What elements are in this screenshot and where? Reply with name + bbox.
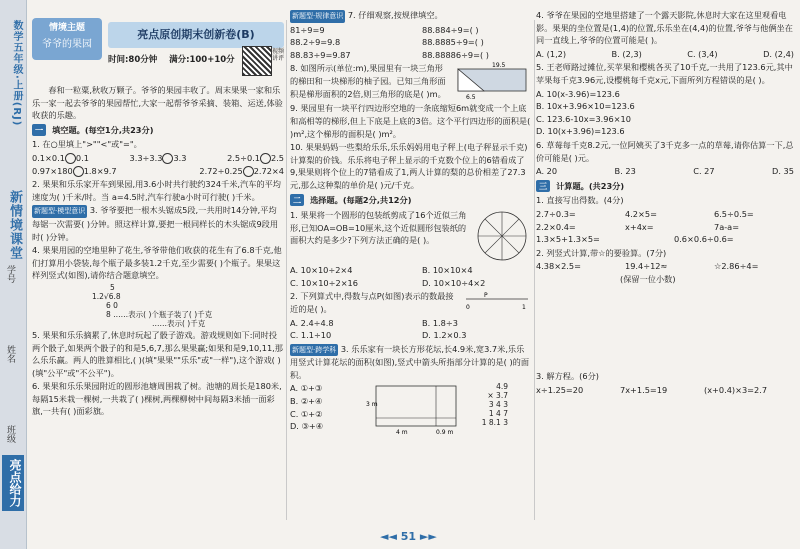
- q1-j: 2.72×4: [253, 165, 284, 176]
- circle-figure: [474, 208, 530, 264]
- q4-fig-line1: 6 0: [106, 300, 118, 310]
- c1-row-1: [536, 208, 794, 221]
- q7-e: 88.83÷9=9.87: [290, 49, 351, 60]
- c1-e: x+4x=: [625, 221, 654, 232]
- section-2-title: 选择题。(每题2分,共12分): [310, 194, 412, 205]
- q7-c: 88.2÷9=9.8: [290, 37, 341, 48]
- question-8: 8. 如图所示(单位:m),果园里有一块三角形的梯田和一块梯形的柚子园。已知三角形面积是梯形面积的2倍,则三角形的底是( )m。: [290, 63, 446, 99]
- mc6-option-b[interactable]: B. 23: [614, 166, 636, 177]
- spine-bottom-brand: 亮点给力: [2, 455, 24, 511]
- column-3: [536, 8, 794, 397]
- c1-f: 7a-a=: [714, 221, 740, 232]
- mc3-text: 3. 乐乐家有一块长方形花坛,长4.9米,宽3.7米,乐乐用竖式计算花坛的面积(如图),竖式中箭头所指部分计算的是( )的面积。: [290, 343, 530, 380]
- q8-figure: [454, 61, 530, 101]
- mc-question-6: 6. 草莓每千克8.2元,一位阿姨买了3千克多一点的草莓,请你估算一下,总价可能是( )元。: [536, 139, 794, 163]
- mc1-options-2: [290, 277, 532, 290]
- c2-work-space[interactable]: [536, 285, 794, 369]
- q1-g: 0.97×180: [32, 165, 73, 176]
- mc1-options-1: [290, 264, 532, 277]
- question-5: 5. 果果和乐乐摘累了,休息时玩起了骰子游戏。游戏规则如下:同时投两个骰子,如果两个骰子的和是5,6,7,那么果果赢;如果和是9,10,11,那么乐乐赢。两人的胜算相比,( )(填"果果""乐乐"或"一样"),这个游戏( )(填"公平"或"不公平")。: [32, 329, 283, 378]
- q8-top-label: 19.5: [492, 62, 506, 70]
- section-2-number: 二: [290, 194, 304, 207]
- mc6-options: [536, 165, 794, 178]
- exam-meta: [108, 54, 235, 67]
- mc5-option-d[interactable]: D. 10(x+3.96)=123.6: [536, 126, 625, 137]
- mc1-option-b[interactable]: B. 10×10×4: [422, 265, 473, 276]
- c1-row-3: [536, 233, 794, 246]
- question-6: 6. 果果和乐乐果园附近的圆形池塘周围栽了树。池塘的周长是180米,每隔15米栽一棵树,一共栽了( )棵树,两棵柳树中间每隔3米插一面彩旗,一共有( )面彩旗。: [32, 381, 282, 417]
- mc1-option-c[interactable]: C. 10×10÷2×16: [290, 277, 358, 288]
- compare-circle[interactable]: [65, 153, 76, 164]
- compare-circle[interactable]: [162, 153, 173, 164]
- c3-a: x÷1.25=20: [536, 385, 584, 396]
- exam-header: [32, 8, 284, 80]
- q7-row-3: [290, 49, 532, 62]
- compare-circle[interactable]: [243, 166, 254, 177]
- spine-name-label: 姓名: [5, 345, 15, 363]
- question-1-row-2: [32, 165, 284, 178]
- c3-b: 7x+1.5=19: [620, 385, 668, 396]
- q1-d: 3.3: [173, 152, 187, 163]
- page-number-value: 51: [400, 530, 417, 543]
- q8-bottom-label: 6.5: [466, 94, 476, 102]
- mc6-option-c[interactable]: C. 27: [693, 166, 715, 177]
- mc5-option-a[interactable]: A. 10(x-3.96)=123.6: [536, 88, 620, 99]
- question-1-stem: 1. 在○里填上">""<"或"="。: [32, 139, 142, 150]
- q7-b: 88.884÷9=( ): [422, 24, 479, 35]
- q1-b: 0.1: [75, 152, 89, 163]
- mc-question-3: [290, 343, 532, 382]
- calc-line-5: 1 8.1 3: [481, 418, 508, 428]
- section-3-title: 计算题。(共23分): [556, 180, 625, 191]
- rect-width-2: 0.9 m: [436, 429, 454, 437]
- section-1-number: 一: [32, 124, 46, 137]
- mc-question-2: 2. 下列算式中,得数与点P(如图)表示的数最接近的是( )。: [290, 291, 454, 314]
- calc-question-3: 3. 解方程。(6分): [536, 371, 599, 382]
- c2-c: ☆2.86÷4=: [714, 261, 759, 272]
- mc4-option-d[interactable]: D. (2,4): [763, 48, 794, 59]
- spine-brand: 新情境课堂: [7, 190, 22, 260]
- question-7-text: 7. 仔细观察,按规律填空。: [347, 10, 443, 20]
- mc2-option-d[interactable]: D. 1.2×0.3: [422, 330, 467, 341]
- column-divider: [534, 20, 535, 520]
- mc1-block: [290, 208, 532, 264]
- spine-class-label: 班级: [5, 425, 15, 443]
- page-number: ◄◄ 51 ►►: [380, 530, 437, 543]
- mc-question-4: 4. 爷爷在果园的空地里搭建了一个露天影院,休息时大家在这里观看电影。果果的坐位置是(1,4)的位置,乐乐坐在(4,4)的位置,爷爷与他俩坐在同一直线上,爷爷的位置可能是( )。: [536, 10, 793, 46]
- time-label: 时间:80分钟: [108, 55, 158, 65]
- mc1-option-d[interactable]: D. 10×10÷4×2: [422, 277, 486, 288]
- exam-title: 亮点原创期末创新卷(B): [108, 22, 284, 48]
- mc4-option-c[interactable]: C. (3,4): [687, 48, 718, 59]
- q7-row-2: [290, 36, 532, 49]
- calc-line-2: × 3.7: [487, 391, 508, 401]
- spine-id-label: 学号: [5, 265, 15, 283]
- section-2-header: [290, 194, 532, 207]
- spine: [0, 0, 27, 549]
- c3-row: [536, 384, 794, 397]
- rect-width-1: 4 m: [396, 429, 408, 437]
- c1-row-2: [536, 221, 794, 234]
- score-label: 满分:100+10分: [169, 55, 235, 65]
- mc4-option-a[interactable]: A. (1,2): [536, 48, 567, 59]
- question-4: 4. 果果用园的空地里种了花生,爷爷带他们收获的花生有了6.8千克,他们打算用小袋装,每个瓶子最多装1.2千克,至少需要( )个瓶子。果果这样列竖式(如图),请你结合题意填空。: [32, 245, 282, 281]
- number-line-figure: [464, 289, 530, 311]
- column-divider: [286, 20, 287, 520]
- calc-line-3: 3 4 3: [488, 400, 508, 410]
- c3-c: (x+0.4)×3=2.7: [704, 385, 768, 396]
- qr-label: 视频讲评: [272, 48, 285, 62]
- spine-series: 数学五年级·上册(RJ): [11, 20, 22, 127]
- mc1-option-a[interactable]: A. 10×10÷2×4: [290, 265, 353, 276]
- q7-row-1: [290, 24, 532, 37]
- mc3-vertical-calc: [468, 382, 508, 436]
- column-1: [32, 8, 284, 419]
- mc6-option-a[interactable]: A. 20: [536, 166, 558, 177]
- calc-line-1: 4.9: [496, 382, 508, 392]
- question-10: 10. 果果妈妈一些梨给乐乐,乐乐妈妈用电子秤上(电子秤显示千克)计算梨的价钱。乐乐将电子秤上显示的千克数个位上的6错看成了9,果果则将个位上的7错看成了1,两人计算的梨的总价相差了27.3元,那么这种梨的单价是( )元/千克。: [290, 142, 528, 190]
- c1-d: 2.2×0.4=: [536, 221, 576, 232]
- compare-circle[interactable]: [73, 166, 84, 177]
- mc3-option-d[interactable]: D. ③+④: [290, 421, 324, 432]
- mc2-option-a[interactable]: A. 2.4÷4.8: [290, 317, 334, 328]
- q1-h: 1.8×9.7: [83, 165, 117, 176]
- question-1-row-1: [32, 152, 284, 165]
- c2-row: [536, 260, 794, 273]
- c2-a: 4.38×2.5=: [536, 261, 581, 272]
- question-7-tag: 新题型·规律意识: [290, 10, 345, 23]
- mc6-option-d[interactable]: D. 35: [772, 166, 794, 177]
- mc3-tag: 新题型·跨学科: [290, 344, 338, 357]
- q1-c: 3.3÷3.3: [129, 152, 163, 163]
- calc-question-2: 2. 列竖式计算,带☆的要验算。(7分): [536, 247, 667, 258]
- mc3-block: [290, 382, 532, 436]
- qr-code-icon[interactable]: [242, 46, 272, 76]
- rectangle-figure: [366, 382, 462, 436]
- section-1-header: [32, 124, 284, 137]
- question-3: [32, 204, 284, 243]
- q4-fig-line2: 8 ……表示( )个瓶子装了( )千克: [106, 309, 213, 319]
- question-7: [290, 9, 532, 23]
- q7-d: 88.8885÷9=( ): [422, 37, 484, 48]
- mc2-options-2: [290, 329, 532, 342]
- q4-fig-line3: ……表示( )千克: [152, 318, 206, 328]
- q7-a: 81÷9=9: [290, 24, 325, 35]
- mc2-option-c[interactable]: C. 1.1÷10: [290, 330, 332, 341]
- mc4-options: [536, 48, 794, 61]
- question-8-block: [290, 61, 532, 101]
- question-3-tag: 新题型·模型意识: [32, 205, 87, 218]
- mc-question-1: 1. 果果将一个圆形的包装纸剪成了16个近似三角形,已知OA=OB=10厘米,这个近似圆形包装纸的面积大约是多少?下列方法正确的是( )。: [290, 210, 467, 246]
- mc3-option-a[interactable]: A. ①+③: [290, 383, 323, 394]
- number-line-zero: 0: [466, 304, 470, 312]
- intro-text: 春和一粒粟,秋收万颗子。爷爷的果园丰收了。周末果果一家和乐乐一家一起去爷爷的果园帮忙,大家一起帮爷爷采摘、装箱、运送,体验收获的乐趣。: [32, 85, 283, 121]
- q4-fig-divisor: 1.2√6.8: [92, 291, 121, 301]
- mc3-option-b[interactable]: B. ②+④: [290, 396, 323, 407]
- q1-e: 2.5÷0.1: [227, 152, 260, 163]
- mc2-block: [290, 289, 532, 316]
- c1-b: 4.2×5=: [625, 208, 657, 219]
- mc5-option-c[interactable]: C. 123.6-10x=3.96×10: [536, 113, 631, 124]
- mc2-option-b[interactable]: B. 1.8÷3: [422, 317, 458, 328]
- theme-label: 情境主题: [48, 23, 85, 33]
- section-3-number: 三: [536, 180, 550, 193]
- question-2: 2. 果果和乐乐家开车到果园,用3.6小时共行驶约324千米,汽车的平均速度为( )千米/时。当 a=4.5时,汽车行驶a小时可行驶( )千米。: [32, 179, 281, 202]
- question-4-figure: [92, 283, 284, 328]
- q1-a: 0.1×0.1: [32, 152, 65, 163]
- q1-i: 2.72÷0.25: [199, 165, 243, 176]
- c1-a: 2.7÷0.3=: [536, 208, 576, 219]
- c2-note: (保留一位小数): [620, 273, 676, 284]
- q4-fig-quotient: 5: [110, 282, 115, 292]
- c1-g: 1.3×5+1.3×5=: [536, 234, 600, 245]
- mc5-option-b[interactable]: B. 10x+3.96×10=123.6: [536, 101, 635, 112]
- theme-name: 爷爷的果园: [42, 38, 92, 50]
- mc4-option-b[interactable]: B. (2,3): [611, 48, 642, 59]
- question-9: 9. 果园里有一块平行四边形空地的一条底缩短6m就变成一个上底和高相等的梯形,但上下底是上底的3倍。这个平行四边形的面积是( )m²,这个梯形的面积是( )m²。: [290, 103, 531, 139]
- mc3-options: [290, 382, 360, 436]
- column-2: [290, 8, 532, 436]
- mc-question-5: 5. 王老师路过摊位,买苹果和樱桃各买了10千克,一共用了123.6元,其中苹果每千克3.96元,设樱桃每千克x元,下面所列方程错误的是( )。: [536, 62, 793, 85]
- section-1-title: 填空题。(每空1分,共23分): [52, 124, 154, 135]
- section-3-header: [536, 180, 794, 193]
- number-line-p: P: [484, 292, 488, 300]
- calc-line-4: 1 4 7: [488, 409, 508, 419]
- calc-question-1: 1. 直接写出得数。(4分): [536, 195, 624, 206]
- c2-b: 19.4÷12≈: [625, 261, 668, 272]
- c1-h: 0.6×0.6÷0.6=: [674, 234, 734, 245]
- q1-f: 2.5: [270, 152, 284, 163]
- c1-c: 6.5÷0.5=: [714, 208, 754, 219]
- question-3-text: 3. 爷爷要把一根木头锯成5段,一共用时14分钟,平均每锯一次需要( )分钟。照这样计算,要把一根同样长的木头锯成9段用时( )分钟。: [32, 205, 279, 242]
- number-line-one: 1: [522, 304, 526, 312]
- rect-height-1: 3 m: [366, 401, 378, 409]
- compare-circle[interactable]: [260, 153, 271, 164]
- theme-box: [32, 18, 102, 60]
- q7-f: 88.88886÷9=( ): [422, 49, 489, 60]
- mc3-option-c[interactable]: C. ①+②: [290, 408, 323, 419]
- mc2-options-1: [290, 317, 532, 330]
